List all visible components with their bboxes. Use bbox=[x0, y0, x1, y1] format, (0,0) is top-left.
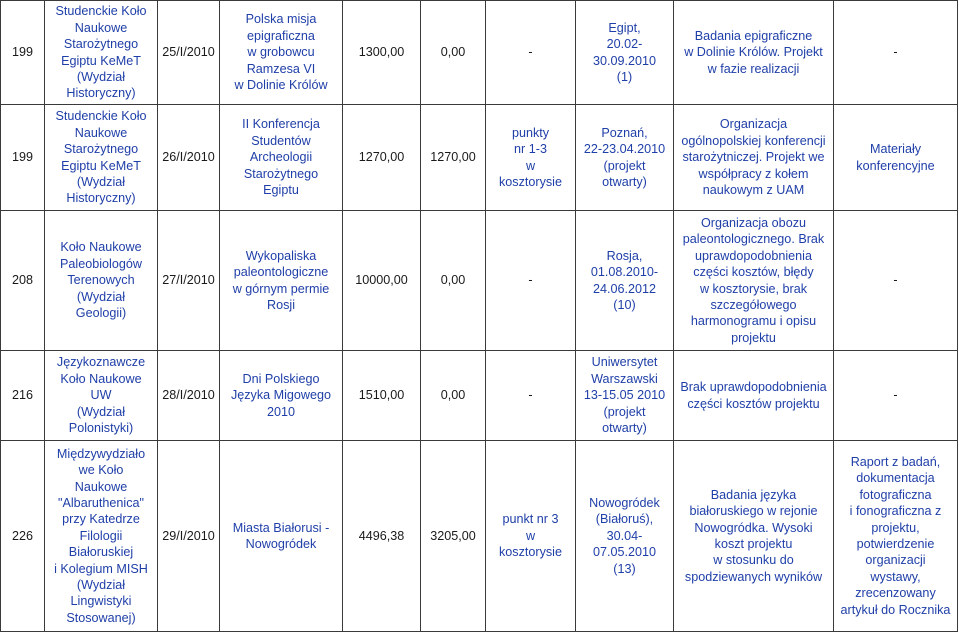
application-number-cell: 26/I/2010 bbox=[158, 105, 220, 211]
application-number-cell: 28/I/2010 bbox=[158, 351, 220, 441]
funded-points-cell: - bbox=[486, 211, 576, 351]
granted-amount-cell: 1270,00 bbox=[421, 105, 486, 211]
expected-results-cell: - bbox=[834, 211, 958, 351]
requested-amount-cell: 4496,38 bbox=[343, 441, 421, 632]
description-cell: Badania języka białoruskiego w rejonie Nowogródka. Wysoki koszt projektu w stosunku do spodziewanych wyników bbox=[674, 441, 834, 632]
requested-amount-cell: 10000,00 bbox=[343, 211, 421, 351]
expected-results-cell: Materiały konferencyjne bbox=[834, 105, 958, 211]
applicant-cell: Koło Naukowe Paleobiologów Terenowych (Wydział Geologii) bbox=[45, 211, 158, 351]
place-date-cell: Poznań, 22-23.04.2010 (projekt otwarty) bbox=[576, 105, 674, 211]
applicant-cell: Językoznawcze Koło Naukowe UW (Wydział Polonistyki) bbox=[45, 351, 158, 441]
requested-amount-cell: 1270,00 bbox=[343, 105, 421, 211]
place-date-cell: Rosja, 01.08.2010- 24.06.2012 (10) bbox=[576, 211, 674, 351]
applicant-cell: Międzywydziało we Koło Naukowe "Albaruthenica" przy Katedrze Filologii Białoruskiej i Kolegium MISH (Wydział Lingwistyki Stosowanej) bbox=[45, 441, 158, 632]
table-row bbox=[1, 441, 958, 632]
place-date-cell: Nowogródek (Białoruś), 30.04- 07.05.2010 (13) bbox=[576, 441, 674, 632]
applicant-cell: Studenckie Koło Naukowe Starożytnego Egiptu KeMeT (Wydział Historyczny) bbox=[45, 105, 158, 211]
project-title-cell: Polska misja epigraficzna w grobowcu Ramzesa VI w Dolinie Królów bbox=[220, 1, 343, 105]
place-date-cell: Egipt, 20.02- 30.09.2010 (1) bbox=[576, 1, 674, 105]
application-number-cell: 25/I/2010 bbox=[158, 1, 220, 105]
project-title-cell: II Konferencja Studentów Archeologii Starożytnego Egiptu bbox=[220, 105, 343, 211]
expected-results-cell: - bbox=[834, 351, 958, 441]
funded-points-cell: - bbox=[486, 351, 576, 441]
funded-points-cell: - bbox=[486, 1, 576, 105]
lp-cell: 216 bbox=[1, 351, 45, 441]
project-title-cell: Dni Polskiego Języka Migowego 2010 bbox=[220, 351, 343, 441]
requested-amount-cell: 1300,00 bbox=[343, 1, 421, 105]
granted-amount-cell: 0,00 bbox=[421, 1, 486, 105]
granted-amount-cell: 3205,00 bbox=[421, 441, 486, 632]
granted-amount-cell: 0,00 bbox=[421, 351, 486, 441]
lp-cell: 199 bbox=[1, 1, 45, 105]
project-title-cell: Wykopaliska paleontologiczne w górnym permie Rosji bbox=[220, 211, 343, 351]
description-cell: Organizacja ogólnopolskiej konferencji starożytniczej. Projekt we współpracy z kołem naukowym z UAM bbox=[674, 105, 834, 211]
description-cell: Brak uprawdopodobnienia części kosztów projektu bbox=[674, 351, 834, 441]
table-row bbox=[1, 351, 958, 441]
lp-cell: 226 bbox=[1, 441, 45, 632]
table-row bbox=[1, 1, 958, 105]
table-row bbox=[1, 105, 958, 211]
application-number-cell: 27/I/2010 bbox=[158, 211, 220, 351]
requested-amount-cell: 1510,00 bbox=[343, 351, 421, 441]
project-title-cell: Miasta Białorusi - Nowogródek bbox=[220, 441, 343, 632]
expected-results-cell: Raport z badań, dokumentacja fotograficzna i fonograficzna z projektu, potwierdzenie organizacji wystawy, zrecenzowany artykuł do Rocznika bbox=[834, 441, 958, 632]
description-cell: Badania epigraficzne w Dolinie Królów. Projekt w fazie realizacji bbox=[674, 1, 834, 105]
lp-cell: 199 bbox=[1, 105, 45, 211]
lp-cell: 208 bbox=[1, 211, 45, 351]
applicant-cell: Studenckie Koło Naukowe Starożytnego Egiptu KeMeT (Wydział Historyczny) bbox=[45, 1, 158, 105]
description-cell: Organizacja obozu paleontologicznego. Brak uprawdopodobnienia części kosztów, błędy w kosztorysie, brak szczegółowego harmonogramu i opisu projektu bbox=[674, 211, 834, 351]
funded-points-cell: punkty nr 1-3 w kosztorysie bbox=[486, 105, 576, 211]
funded-points-cell: punkt nr 3 w kosztorysie bbox=[486, 441, 576, 632]
table-row bbox=[1, 211, 958, 351]
expected-results-cell: - bbox=[834, 1, 958, 105]
place-date-cell: Uniwersytet Warszawski 13-15.05 2010 (projekt otwarty) bbox=[576, 351, 674, 441]
application-number-cell: 29/I/2010 bbox=[158, 441, 220, 632]
granted-amount-cell: 0,00 bbox=[421, 211, 486, 351]
